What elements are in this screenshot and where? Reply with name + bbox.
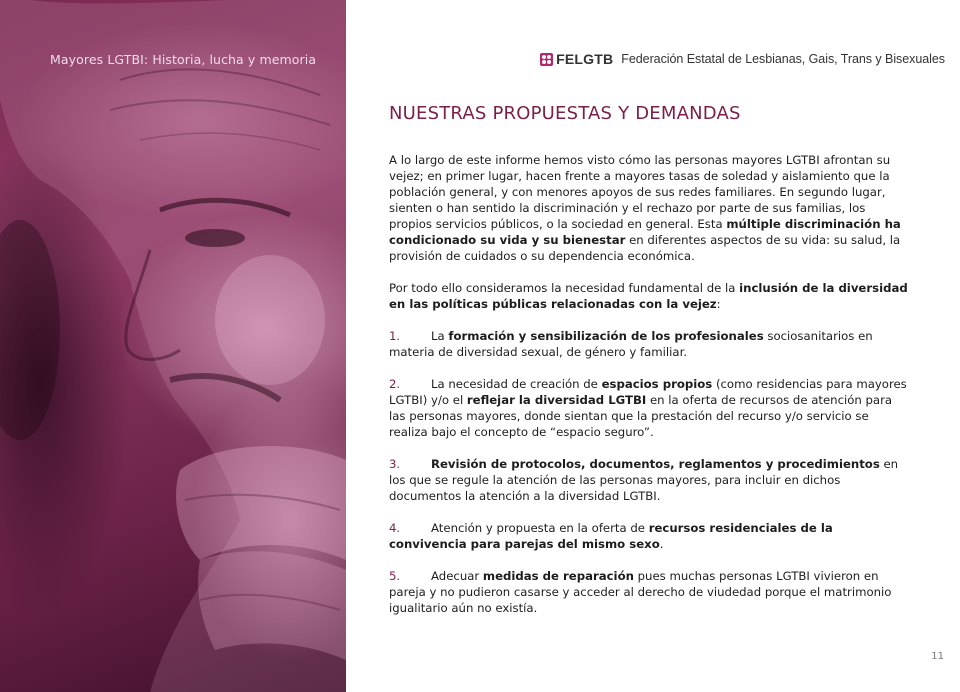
item-emphasis: formación y sensibilización de los profesionales: [448, 329, 764, 343]
item-text: en la oferta de recursos de atención para las personas mayores, donde sientan que la prestación del recurso y/o servicio se realiza bajo el concepto de “espacio seguro”.: [389, 393, 893, 439]
item-number: 1.: [389, 329, 401, 343]
intro-text: A lo largo de este informe hemos visto cómo las personas mayores LGTBI afrontan su vejez; en primer lugar, hacen frente a mayores tasas de soledad y aislamiento que la población general, y con menores apoyos de sus redes familiares. En segundo lugar, sienten o han sentido la discriminación y el rechazo por parte de sus familias, los propios servicios públicos, o la sociedad en general. Esta: [389, 153, 891, 231]
item-emphasis: Revisión de protocolos, documentos, reglamentos y procedimientos: [431, 457, 880, 471]
intro-text-end: en diferentes aspectos de su vida: su salud, la provisión de cuidados o su dependencia económica.: [389, 233, 901, 263]
lead-text-end: :: [716, 297, 721, 311]
item-emphasis: espacios propios: [601, 377, 713, 391]
main-content: [389, 103, 909, 632]
page-number: 11: [931, 651, 944, 662]
proposal-item-5: [389, 568, 909, 616]
item-text: pues muchas personas LGTBI vivieron en pareja y no pudieron casarse y acceder al derecho de viudedad porque el matrimonio igualitario aún no existía.: [389, 569, 892, 615]
item-emphasis: reflejar la diversidad LGTBI: [466, 393, 647, 407]
organization-name: Federación Estatal de Lesbianas, Gais, Trans y Bisexuales: [621, 52, 945, 66]
item-emphasis: recursos residenciales de la convivencia para parejas del mismo sexo: [389, 521, 833, 551]
item-text: Atención y propuesta en la oferta de: [431, 521, 649, 535]
item-text: sociosanitarios en materia de diversidad sexual, de género y familiar.: [389, 329, 873, 359]
intro-emphasis: múltiple discriminación ha condicionado su vida y su bienestar: [389, 217, 901, 247]
organization-header: [540, 50, 945, 68]
elderly-man-photo-illustration: [0, 0, 346, 692]
item-text: .: [659, 537, 664, 551]
lead-emphasis: inclusión de la diversidad en las políticas públicas relacionadas con la vejez: [389, 281, 908, 311]
item-text: Adecuar: [431, 569, 483, 583]
intro-paragraph: [389, 152, 909, 264]
logo-text: FELGTB: [556, 51, 614, 67]
proposal-item-2: [389, 376, 909, 440]
proposal-item-4: [389, 520, 909, 552]
item-number: 4.: [389, 521, 401, 535]
item-number: 3.: [389, 457, 401, 471]
item-text: La: [431, 329, 449, 343]
proposal-item-1: [389, 328, 909, 360]
cover-photo: [0, 0, 346, 692]
item-number: 2.: [389, 377, 401, 391]
item-text: (como residencias para mayores LGTBI) y/o el: [389, 377, 907, 407]
item-emphasis: medidas de reparación: [482, 569, 634, 583]
item-text: en los que se regule la atención de las personas mayores, para incluir en dichos documentos la atención a la diversidad LGTBI.: [389, 457, 899, 503]
felgtb-logo-icon: [540, 53, 553, 66]
lead-text: Por todo ello consideramos la necesidad fundamental de la: [389, 281, 740, 295]
proposal-item-3: [389, 456, 909, 504]
item-text: La necesidad de creación de: [431, 377, 602, 391]
section-title: NUESTRAS PROPUESTAS Y DEMANDAS: [389, 103, 741, 124]
document-subtitle: Mayores LGTBI: Historia, lucha y memoria: [50, 52, 317, 67]
item-number: 5.: [389, 569, 401, 583]
lead-paragraph: [389, 280, 909, 312]
